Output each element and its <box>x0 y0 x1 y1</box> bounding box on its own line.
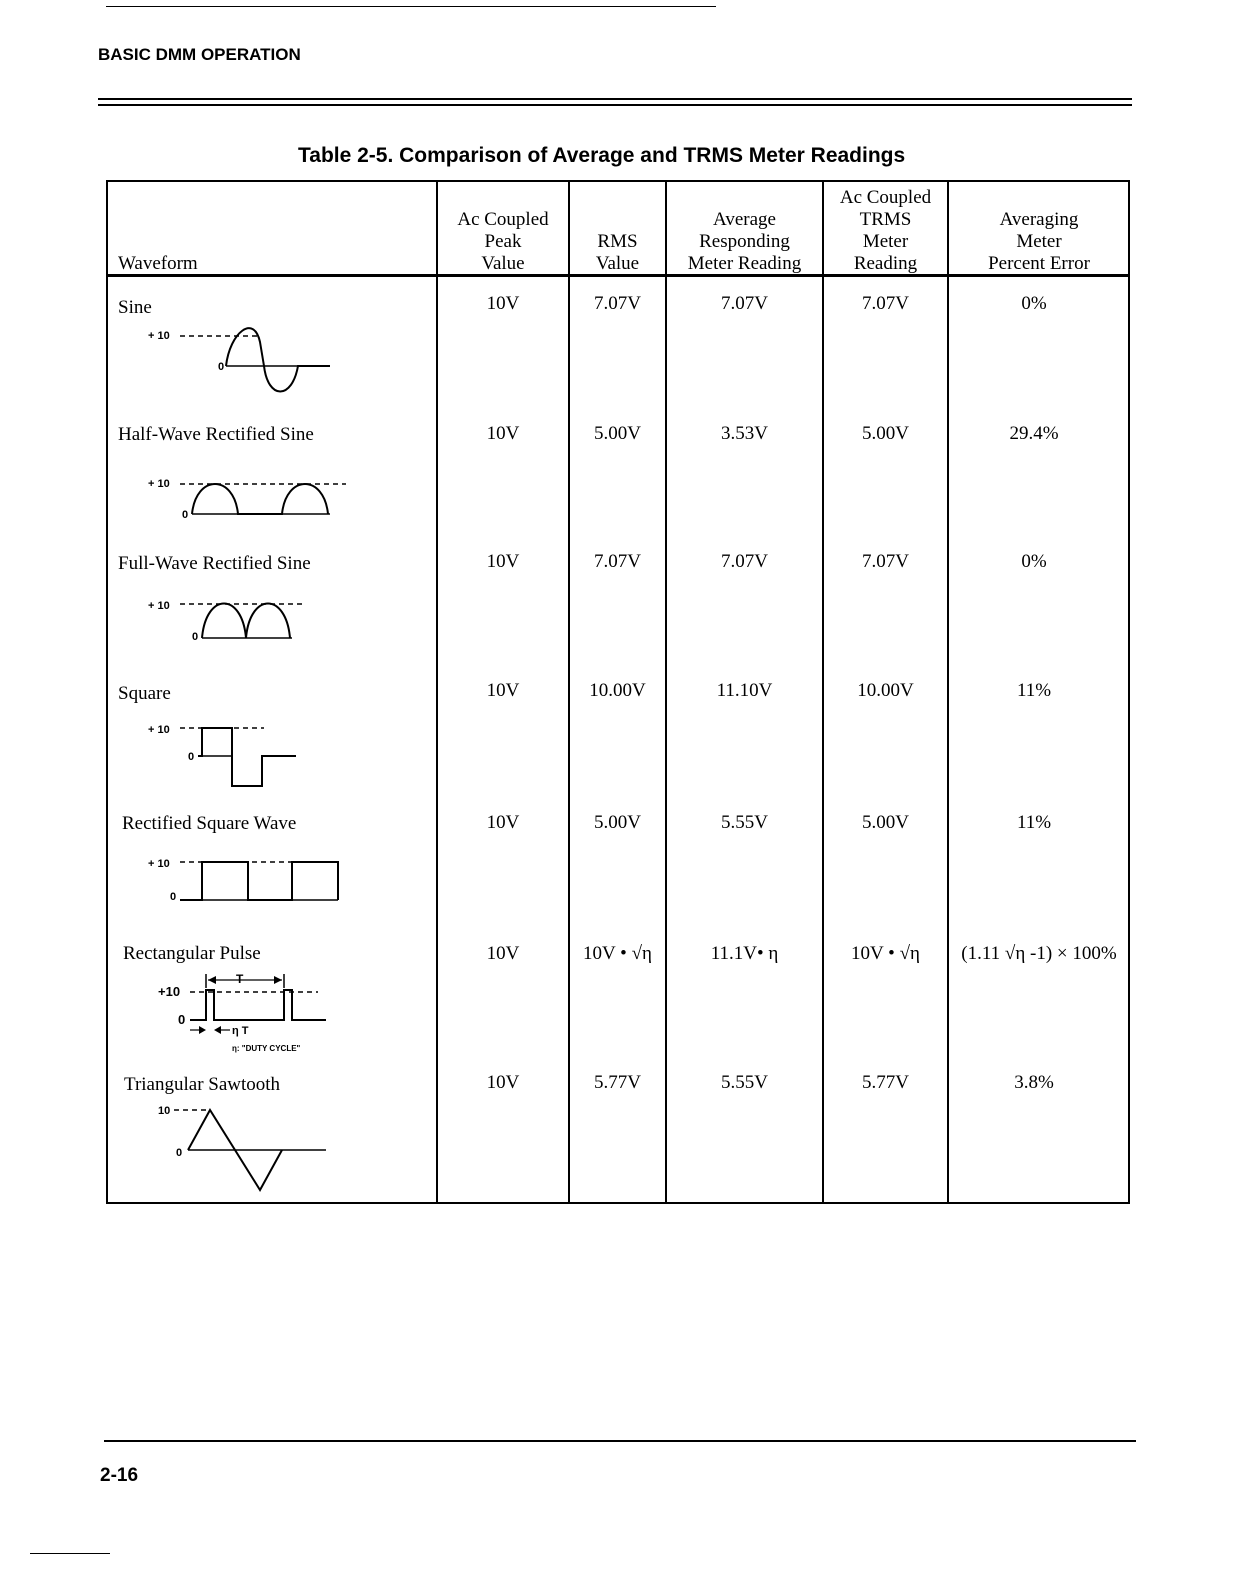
trms-reading: 7.07V <box>862 293 909 314</box>
full-wave-diagram <box>140 592 340 644</box>
plus-ten-label: + 10 <box>148 330 170 342</box>
trms-reading: 5.00V <box>862 812 909 833</box>
average-reading: 5.55V <box>721 812 768 833</box>
column-header-line: Value <box>595 253 640 274</box>
zero-label: 0 <box>188 751 195 763</box>
zero-label: 0 <box>170 891 177 903</box>
zero-label: 0 <box>218 361 225 373</box>
half-wave-diagram <box>140 470 360 520</box>
plus-ten-label: + 10 <box>148 724 170 736</box>
average-reading: 7.07V <box>721 551 768 572</box>
section-title: BASIC DMM OPERATION <box>98 45 301 64</box>
column-header-line: Responding <box>699 231 790 252</box>
bottom-mark <box>30 1553 110 1554</box>
column-header-peak <box>438 183 568 275</box>
column-header-line: Value <box>481 253 525 274</box>
waveform-label: Sine <box>118 297 152 318</box>
trms-reading: 5.77V <box>862 1072 909 1093</box>
peak-value: 10V <box>486 551 520 572</box>
waveform-label: Rectified Square Wave <box>122 813 297 834</box>
column-header-average <box>667 183 822 275</box>
rms-value: 5.00V <box>594 812 641 833</box>
rms-value: 10V • √η <box>583 943 652 964</box>
trms-reading: 10V • √η <box>851 943 920 964</box>
plus-ten-label: + 10 <box>148 600 170 612</box>
rms-value: 5.77V <box>594 1072 641 1093</box>
column-header-line: Peak <box>484 231 522 252</box>
percent-error: 29.4% <box>1009 423 1059 444</box>
waveform-label: Half-Wave Rectified Sine <box>118 424 314 445</box>
peak-value: 10V <box>486 812 520 833</box>
rms-value: 7.07V <box>594 551 641 572</box>
top-rule <box>106 6 716 7</box>
waveform-label: Triangular Sawtooth <box>124 1074 281 1095</box>
plus-ten-label: + 10 <box>148 858 170 870</box>
column-header-line: Ac Coupled <box>839 187 932 208</box>
zero-label: 0 <box>178 1012 186 1027</box>
rms-value: 7.07V <box>594 293 641 314</box>
peak-value: 10V <box>486 943 520 964</box>
column-header-line: Waveform <box>118 253 198 274</box>
rms-value: 5.00V <box>594 423 641 444</box>
duty-cycle-label: η: "DUTY CYCLE" <box>232 1044 301 1053</box>
average-reading: 5.55V <box>721 1072 768 1093</box>
peak-value: 10V <box>486 293 520 314</box>
column-header-line: Ac Coupled <box>457 209 549 230</box>
column-header-line: Meter <box>1016 231 1062 252</box>
peak-value: 10V <box>486 423 520 444</box>
header-rule-1 <box>98 98 1132 100</box>
average-reading: 11.1V• η <box>710 943 779 964</box>
waveform-label: Full-Wave Rectified Sine <box>118 553 311 574</box>
percent-error: 11% <box>1016 680 1052 701</box>
waveform-label: Rectangular Pulse <box>123 943 261 964</box>
column-header-rms <box>570 183 665 275</box>
sine-wave-diagram <box>140 322 340 402</box>
rectangular-pulse-diagram <box>150 970 350 1060</box>
column-header-error <box>949 183 1129 275</box>
header-rule-2 <box>98 104 1132 106</box>
rms-value: 10.00V <box>589 680 646 701</box>
column-header-line: TRMS <box>859 209 912 230</box>
percent-error: 3.8% <box>1014 1072 1054 1093</box>
average-reading: 7.07V <box>721 293 768 314</box>
percent-error: 11% <box>1016 812 1052 833</box>
eta-t-label: η T <box>232 1025 249 1037</box>
percent-error: 0% <box>1021 551 1047 572</box>
percent-error: (1.11 √η -1) × 100% <box>961 943 1117 964</box>
peak-value: 10V <box>486 680 520 701</box>
waveform-label: Square <box>118 683 171 704</box>
column-header-line: Averaging <box>999 209 1079 230</box>
column-header-line: RMS <box>597 231 638 252</box>
page-number: 2-16 <box>100 1465 139 1486</box>
period-label: T <box>236 972 244 986</box>
percent-error: 0% <box>1021 293 1047 314</box>
average-reading: 3.53V <box>721 423 768 444</box>
column-header-line: Reading <box>853 253 918 274</box>
zero-label: 0 <box>182 509 189 520</box>
square-wave-diagram <box>140 716 320 792</box>
average-reading: 11.10V <box>716 680 773 701</box>
peak-value: 10V <box>486 1072 520 1093</box>
plus-ten-label: +10 <box>158 984 181 999</box>
trms-reading: 7.07V <box>862 551 909 572</box>
trms-reading: 10.00V <box>857 680 914 701</box>
ten-label: 10 <box>158 1105 171 1117</box>
column-header-trms <box>824 183 947 275</box>
sawtooth-diagram <box>150 1100 340 1196</box>
rectified-square-diagram <box>140 850 360 906</box>
footer-rule <box>104 1440 1136 1442</box>
column-header-line: Percent Error <box>988 253 1090 274</box>
table-title: Table 2-5. Comparison of Average and TRMS Meter Readings <box>298 144 906 167</box>
column-header-line: Meter Reading <box>687 253 802 274</box>
zero-label: 0 <box>192 631 199 643</box>
trms-reading: 5.00V <box>862 423 909 444</box>
column-header-line: Meter <box>862 231 909 252</box>
column-header-waveform <box>118 183 418 275</box>
zero-label: 0 <box>176 1147 183 1159</box>
column-header-line: Average <box>713 209 776 230</box>
plus-ten-label: + 10 <box>148 478 170 490</box>
